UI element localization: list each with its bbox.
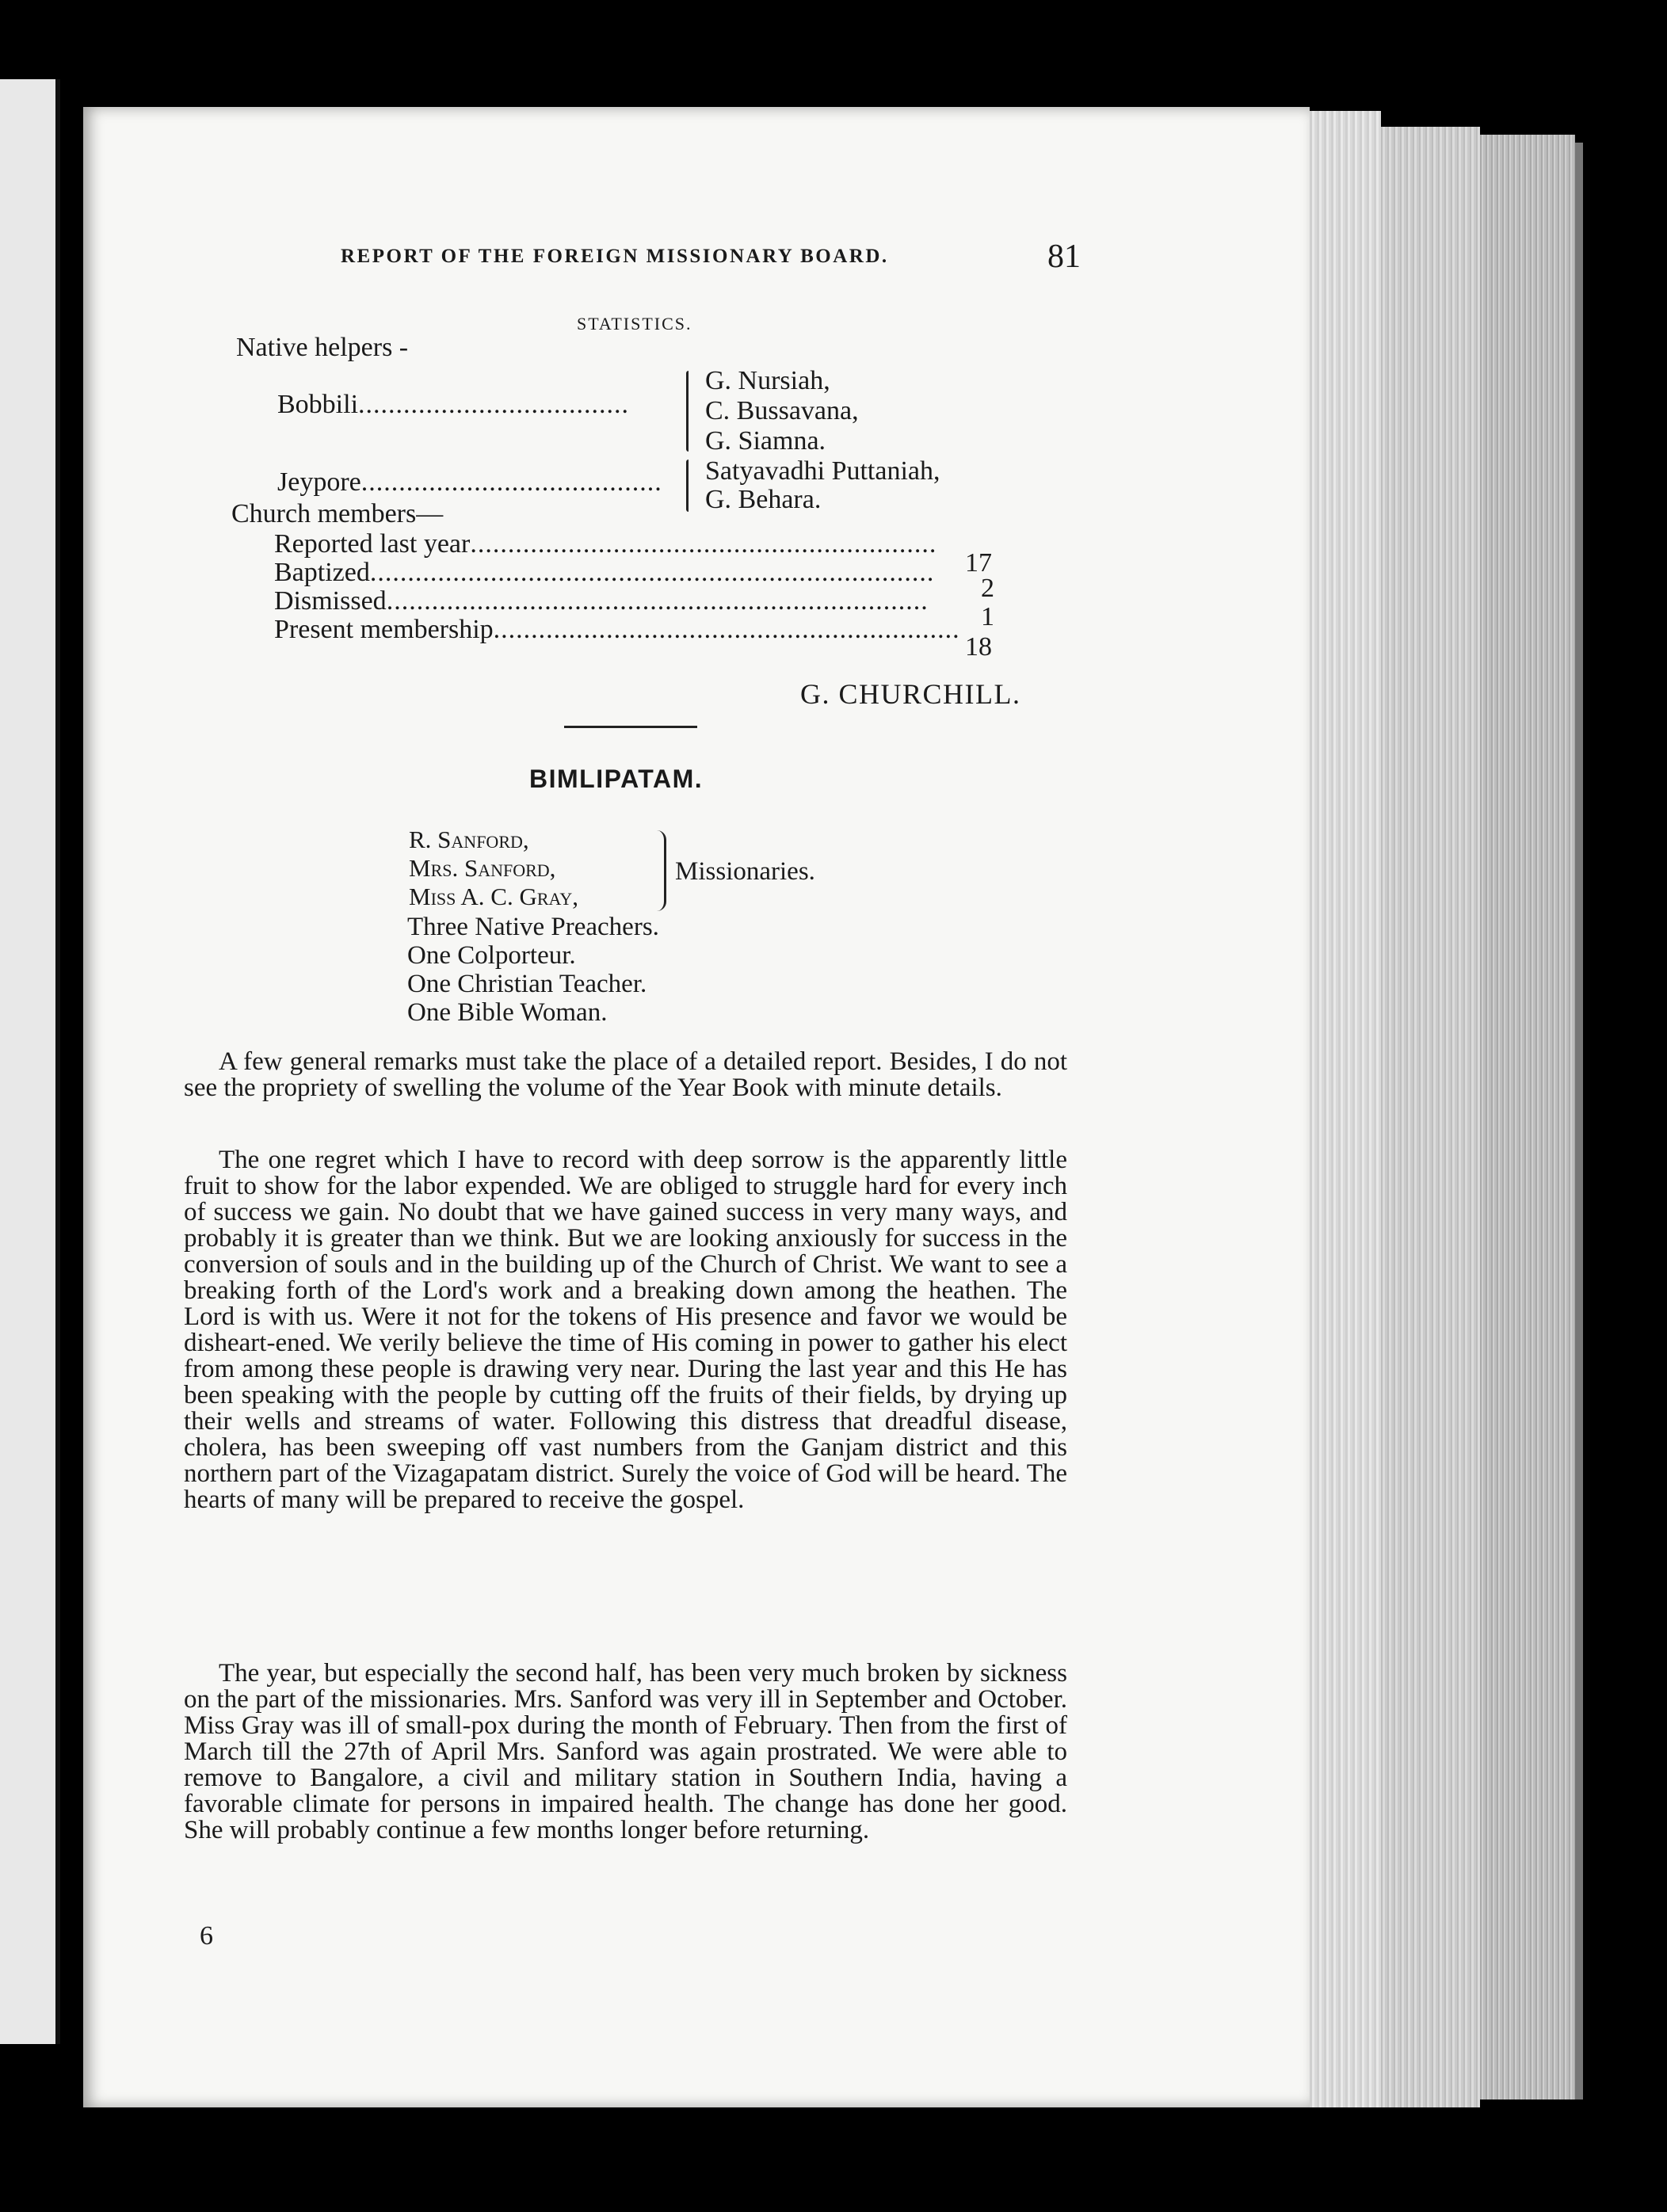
station-bobbili: [277, 390, 629, 420]
body-paragraph: A few general remarks must take the place of a detailed report. Besides, I do not see the propriety of swelling the volume of the Year Book with minute details.: [184, 1047, 1067, 1102]
member-row: [274, 615, 960, 645]
leader-dots: ........................................................................: [386, 586, 929, 616]
brace: [656, 830, 666, 911]
member-label: Reported last year: [274, 529, 471, 559]
body-paragraph: The year, but especially the second half, has been very much broken by sickness on the part of the missionaries. Mrs. Sanford was very ill in September and October. Miss Gray was ill of small-pox during the month of February. Then from the first of March till the 27th of April Mrs. Sanford was again prostrated. We were able to remove to Bangalore, a civil and military station in Southern India, having a favorable climate for persons in impaired health. The change has done her good. She will probably continue a few months longer before returning.: [184, 1659, 1067, 1844]
member-count: 18: [965, 632, 992, 662]
member-row: [274, 529, 936, 559]
member-row: [274, 586, 929, 616]
facing-page-edge: [0, 79, 60, 2044]
helper-name: G. Nursiah,: [705, 366, 830, 395]
missionaries-label: Missionaries.: [675, 857, 815, 886]
station-jeypore: [277, 467, 662, 498]
section-divider: [564, 726, 697, 728]
member-label: Baptized: [274, 558, 370, 587]
page-stack-edge: [1480, 135, 1575, 2099]
staff-line: One Bible Woman.: [407, 998, 608, 1027]
church-members-label: Church members—: [231, 499, 444, 528]
brace: [686, 371, 689, 452]
member-label: Present membership: [274, 615, 494, 644]
brace: [686, 460, 689, 512]
native-helpers-label: Native helpers -: [236, 333, 409, 362]
staff-line: One Christian Teacher.: [407, 970, 647, 998]
missionary-name: R. Sanford,: [409, 826, 529, 853]
body-paragraph: The one regret which I have to record with deep sorrow is the apparently little fruit to show for the labor expended. We are obliged to struggle hard for every inch of success we gain. No doubt that we have gained success in very many ways, and probably it is greater than we think. But we are looking anxiously for success in the conversion of souls and in the building up of the Church of Christ. We want to see a breaking forth of the Lord's work and a breaking down among the heathen. The Lord is with us. Were it not for the tokens of His presence and favor we would be disheart-ened. We verily believe the time of His coming in power to gather his elect from among these people is drawing very near. During the last year and this He has been speaking with the people by cutting off the fruits of their fields, by drying up their wells and streams of water. Following this distress that dreadful disease, cholera, has been sweeping off vast numbers from the Ganjam district and this northern part of the Vizagapatam district. Surely the voice of God will be heard. The hearts of many will be prepared to receive the gospel.: [184, 1146, 1067, 1514]
leader-dots: ........................................: [360, 467, 662, 497]
page-stack-edge: [1381, 127, 1480, 2107]
book-cover-edge: [1575, 143, 1583, 2099]
signature: G. CHURCHILL.: [800, 678, 1021, 710]
missionary-name: Mrs. Sanford,: [409, 854, 556, 882]
running-head: REPORT OF THE FOREIGN MISSIONARY BOARD.: [341, 246, 889, 267]
helper-name: Satyavadhi Puttaniah,: [705, 456, 940, 486]
member-count: 17: [965, 548, 992, 578]
leader-dots: ..............................................................: [493, 615, 960, 644]
section-title: BIMLIPATAM.: [529, 765, 704, 793]
member-row: [274, 558, 934, 588]
member-label: Dismissed: [274, 586, 387, 616]
station-name: Jeypore: [277, 467, 361, 497]
leader-dots: ..............................................................: [470, 529, 937, 559]
leader-dots: ....................................: [358, 390, 630, 419]
missionary-name: Miss A. C. Gray,: [409, 883, 579, 910]
staff-line: One Colporteur.: [407, 941, 576, 970]
page-number: 81: [1047, 238, 1081, 275]
page-stack-edge: [1310, 111, 1381, 2107]
helper-name: G. Siamna.: [705, 426, 826, 456]
leader-dots: ...........................................................................: [369, 558, 935, 587]
staff-line: Three Native Preachers.: [407, 913, 659, 941]
station-name: Bobbili: [277, 390, 359, 419]
member-count: 2: [981, 574, 994, 603]
helper-name: C. Bussavana,: [705, 396, 859, 425]
helper-name: G. Behara.: [705, 485, 822, 514]
statistics-heading: STATISTICS.: [577, 314, 692, 334]
signature-mark: 6: [200, 1921, 213, 1951]
member-count: 1: [981, 602, 994, 631]
